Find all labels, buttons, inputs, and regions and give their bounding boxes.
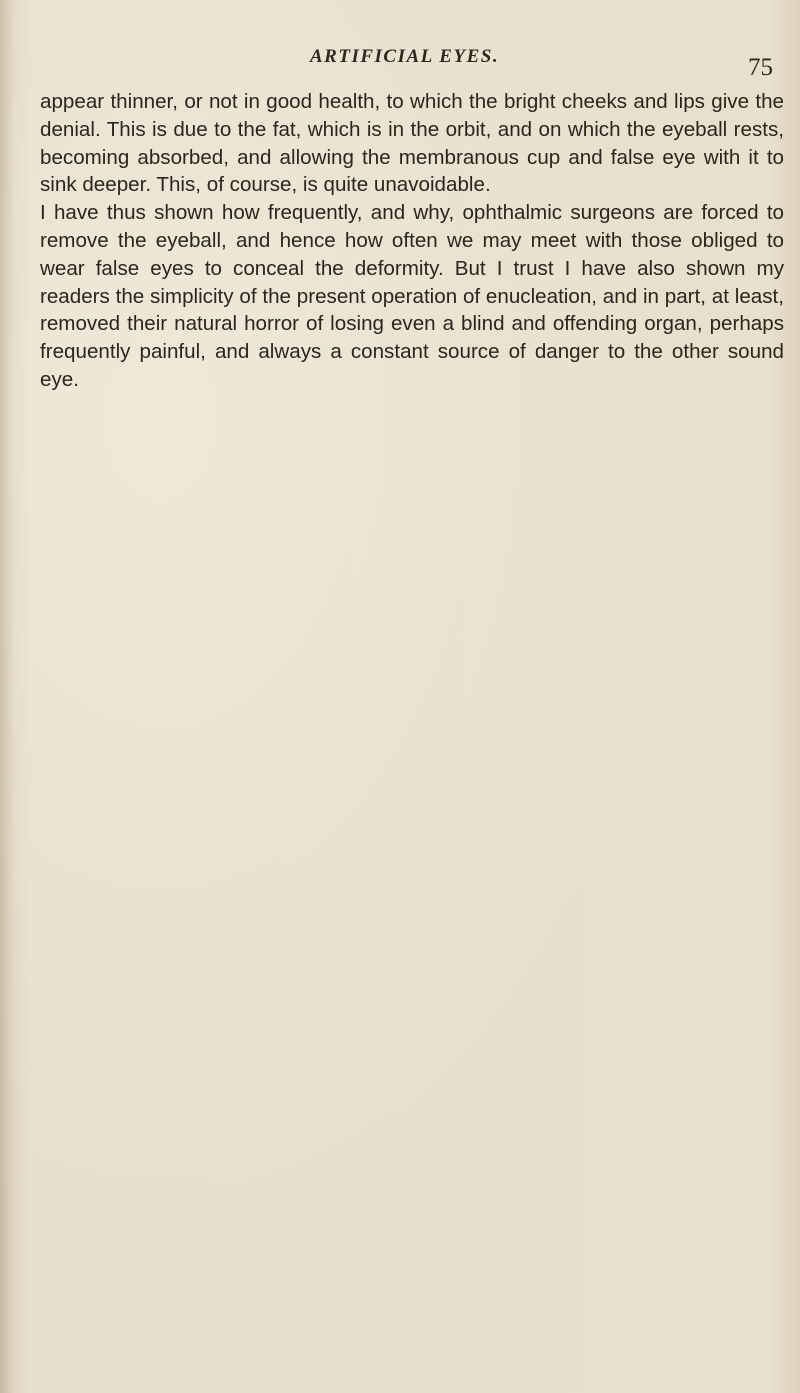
page-number: 75: [748, 54, 773, 81]
paragraph-conclusion: I have thus shown how frequently, and why, ophthalmic surgeons are forced to remove the eyeball, and hence how often we may meet with those obliged to wear false eyes to conceal the deformity. But I trust I have also shown my readers the simplicity of the present operation of enucleation, and in part, at least, removed their natural horror of losing even a blind and offending organ, perhaps frequently painful, and always a constant source of danger to the other sound eye.: [40, 201, 784, 391]
gutter-shadow: [0, 0, 14, 1393]
paragraph-continued: appear thinner, or not in good health, to which the bright cheeks and lips give the denial. This is due to the fat, which is in the orbit, and on which the eyeball rests, becoming absorbed, and allowing the membranous cup and false eye with it to sink deeper. This, of course, is quite unavoidable.: [40, 90, 784, 197]
running-title: ARTIFICIAL EYES.: [310, 46, 500, 67]
running-head: [0, 42, 800, 82]
body-text: [40, 88, 784, 394]
